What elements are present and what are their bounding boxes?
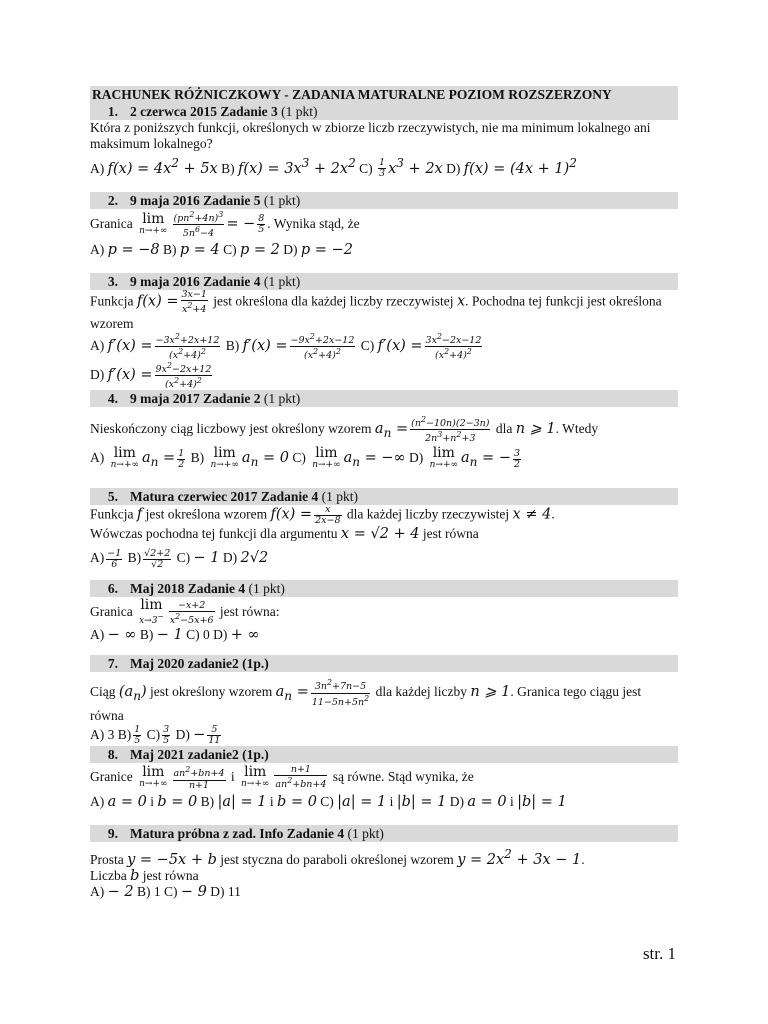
option-d: D) bbox=[213, 627, 228, 643]
text: jest równa bbox=[422, 526, 479, 542]
option-b: B) bbox=[190, 450, 205, 466]
text: Wówczas pochodna tej funkcji dla argumentu bbox=[90, 526, 338, 542]
option-c: C) bbox=[359, 160, 373, 176]
option-b: B) bbox=[221, 160, 235, 176]
option-c: C) bbox=[320, 794, 334, 810]
task-number: 7. bbox=[107, 656, 118, 672]
task-number: 9. bbox=[107, 826, 118, 842]
option-b: B) bbox=[136, 883, 151, 899]
task-number: 3. bbox=[107, 274, 118, 290]
option-b: B) bbox=[200, 794, 215, 810]
task-points: (1 pkt) bbox=[263, 192, 301, 208]
option-d: D) bbox=[90, 366, 105, 382]
task-9-text-2: Liczba b jest równa bbox=[90, 867, 199, 884]
option-a: A) bbox=[90, 160, 105, 176]
page-number: str. 1 bbox=[642, 944, 676, 963]
task-number: 1. bbox=[107, 104, 118, 119]
text: jest określony wzorem bbox=[150, 684, 273, 700]
text: . Wynika stąd, że bbox=[267, 215, 360, 231]
option-c: C) bbox=[292, 450, 306, 466]
option-d: D) bbox=[175, 726, 190, 742]
text: Nieskończony ciąg liczbowy jest określony wzorem bbox=[90, 420, 372, 436]
text: Liczba bbox=[90, 867, 127, 883]
text: dla bbox=[495, 420, 513, 436]
option-a: A) bbox=[90, 794, 105, 810]
option-a: A) bbox=[90, 627, 105, 643]
text: dla każdej liczby rzeczywistej bbox=[346, 506, 510, 522]
task-2-text: Granica lim n→+∞ $\frac{(pn^2+4n)^3}{5n^6-4}$ = − $\frac{8}{5}$ . Wynika stąd, że bbox=[90, 210, 360, 240]
option-d: D) bbox=[210, 883, 225, 899]
text: . Wtedy bbox=[555, 420, 599, 436]
text: Granica bbox=[90, 215, 133, 231]
task-source: 9 maja 2017 Zadanie 2 bbox=[130, 391, 261, 407]
task-8-header bbox=[90, 746, 678, 763]
task-number: 4. bbox=[107, 391, 118, 407]
text: 0 bbox=[202, 627, 210, 643]
text: i bbox=[230, 769, 235, 785]
task-source: 2 czerwca 2015 Zadanie 3 bbox=[130, 104, 278, 119]
option-a: A) bbox=[90, 242, 105, 258]
task-5-text: Funkcja f jest określona wzorem f(x) = $\frac{x}{2x-8}$ dla każdej liczby rzeczywistej x ≠ 4. bbox=[90, 504, 555, 527]
task-source: Maj 2020 zadanie2 (1p.) bbox=[130, 656, 269, 672]
task-points: (1 pkt) bbox=[347, 826, 384, 842]
task-points: (1 pkt) bbox=[281, 104, 318, 119]
formula: $f(x) = 4x^2 + 5x$ bbox=[107, 156, 218, 177]
task-number: 2. bbox=[107, 192, 118, 208]
option-d: D) bbox=[446, 160, 461, 176]
task-3-options: A) f′(x) = $\frac{-3x^2+2x+12}{(x^2+4)^2}$ B) f′(x) = $\frac{-9x^2+2x-12}{(x^2+4)^2}$ C) f′(x) = $\frac{3x^2-2x-12}{(x^2+4)^2}$ bbox=[90, 331, 482, 361]
text: są równe. Stąd wynika, że bbox=[332, 769, 474, 785]
text: 11 bbox=[227, 883, 241, 899]
task-source: Matura czerwiec 2017 Zadanie 4 bbox=[130, 489, 319, 505]
option-a: A) bbox=[90, 337, 105, 353]
task-1-header bbox=[90, 103, 678, 120]
formula: $\frac{1}{3}$ $x^3 + 2x$ bbox=[379, 156, 443, 180]
task-8-text: Granice lim n→+∞ $\frac{an^2+bn+4}{n+1}$ i lim n→+∞ $\frac{n+1}{an^2+bn+4}$ są równe. Stąd wynika, że bbox=[90, 764, 474, 791]
text: Funkcja bbox=[90, 294, 134, 310]
fraction: $\frac{(pn^2+4n)^3}{5n^6-4}$ bbox=[173, 210, 224, 240]
task-number: 6. bbox=[107, 581, 118, 597]
task-2-header bbox=[90, 192, 678, 209]
task-number: 5. bbox=[107, 489, 118, 505]
option-b: B) bbox=[127, 550, 142, 566]
text: Funkcja bbox=[90, 506, 134, 522]
option-a: A) bbox=[90, 726, 105, 742]
text: jest określona wzorem bbox=[145, 506, 268, 522]
task-7-options: A) 3 B) $\frac{1}{5}$ C) $\frac{3}{5}$ D) − $\frac{5}{11}$ bbox=[90, 724, 221, 747]
task-points: (1 pkt) bbox=[263, 274, 301, 290]
option-b: B) bbox=[163, 242, 177, 258]
task-5-options: A) $\frac{-1}{6}$ B) $\frac{√2+2}{√2}$ C) − 1 D) 2√2 bbox=[90, 547, 269, 570]
text: 3 bbox=[107, 726, 115, 742]
text: . Granica tego ciągu jest równa bbox=[90, 684, 642, 723]
task-2-options: A) p = −8 B) p = 4 C) p = 2 D) p = −2 bbox=[90, 242, 353, 259]
task-source: 9 maja 2016 Zadanie 5 bbox=[130, 192, 261, 208]
task-3-header bbox=[90, 273, 678, 290]
text: Granice bbox=[90, 769, 133, 785]
task-6-options: A) − ∞ B) − 1 C) 0 D) + ∞ bbox=[90, 627, 260, 644]
formula: $f(x) = (4x + 1)^2$ bbox=[463, 156, 577, 177]
task-9-text: Prosta y = −5x + b jest styczna do paraboli określonej wzorem $y = 2x^2 + 3x - 1$. bbox=[90, 847, 585, 868]
task-4-text: Nieskończony ciąg liczbowy jest określony wzorem $a_n$ = $\frac{(n^2-10n)(2-3n)}{2n^3+n^2+3}$ dla n ⩾ 1. Wtedy bbox=[90, 415, 599, 445]
option-c: C) bbox=[176, 550, 191, 566]
task-points: (1 pkt) bbox=[248, 581, 285, 597]
option-c: C) bbox=[146, 726, 161, 742]
task-6-header bbox=[90, 580, 678, 597]
task-3-option-d: D) f′(x) = $\frac{9x^2-2x+12}{(x^2+4)^2}$ bbox=[90, 360, 212, 391]
text: Prosta bbox=[90, 851, 124, 867]
task-points: (1 pkt) bbox=[263, 391, 301, 407]
text: 1 bbox=[153, 883, 161, 899]
task-number: 8. bbox=[107, 747, 118, 763]
task-7-header bbox=[90, 655, 678, 672]
option-c: C) bbox=[360, 337, 375, 353]
option-b: B) bbox=[139, 627, 154, 643]
task-6-text: Granica lim x→3− $\frac{-x+2}{x^2-5x+6}$ jest równa: bbox=[90, 597, 280, 627]
text: jest równa bbox=[142, 867, 199, 883]
limit: lim n→+∞ bbox=[139, 210, 168, 236]
option-a: A) bbox=[90, 450, 105, 466]
task-points: (1 pkt) bbox=[321, 489, 358, 505]
task-1-options bbox=[90, 152, 678, 180]
task-source: 9 maja 2016 Zadanie 4 bbox=[130, 274, 261, 290]
option-d: D) bbox=[222, 550, 238, 566]
task-source: Matura próbna z zad. Info Zadanie 4 bbox=[130, 826, 345, 842]
task-5-header bbox=[90, 488, 678, 505]
task-8-options: A) a = 0 i b = 0 B) |a| = 1 i b = 0 C) |a| = 1 i |b| = 1 D) a = 0 i |b| = 1 bbox=[90, 794, 567, 811]
task-3-text: Funkcja f(x) = $\frac{3x-1}{x^2+4}$ jest określona dla każdej liczby rzeczywistej x. Pochodna tej funkcji jest określona wzorem bbox=[90, 289, 662, 331]
task-source: Maj 2021 zadanie2 (1p.) bbox=[130, 747, 269, 763]
task-9-options: A) − 2 B) 1 C) − 9 D) 11 bbox=[90, 883, 241, 900]
text: jest styczna do paraboli określonej wzorem bbox=[220, 851, 454, 867]
text: . Pochodna tej funkcji jest określona wzorem bbox=[90, 294, 662, 331]
option-b: B) bbox=[225, 337, 240, 353]
option-d: D) bbox=[449, 794, 464, 810]
task-source: Maj 2018 Zadanie 4 bbox=[130, 581, 246, 597]
task-9-header bbox=[90, 825, 678, 842]
task-1-text: Która z poniższych funkcji, określonych w zbiorze liczb rzeczywistych, nie ma minimum lokalnego ani maksimum lokalnego? bbox=[90, 120, 651, 151]
task-4-options: A) lim n→+∞ $a_n$ = $\frac{1}{2}$ B) lim n→+∞ $a_n = 0$ C) lim n→+∞ $a_n$ = −∞ D) lim n→+∞ $a_n$ = − $\frac{3}{2}$ bbox=[90, 445, 521, 471]
text: dla każdej liczby bbox=[375, 684, 468, 700]
text: jest równa: bbox=[219, 604, 280, 620]
worksheet bbox=[90, 86, 678, 900]
task-4-header bbox=[90, 390, 678, 407]
option-d: D) bbox=[409, 450, 424, 466]
option-d: D) bbox=[283, 242, 298, 258]
option-c: C) bbox=[223, 242, 237, 258]
text: Ciąg bbox=[90, 684, 116, 700]
task-7-text: Ciąg $(a_n)$ jest określony wzorem $a_n$ = $\frac{3n^2+7n-5}{11-5n+5n^2}$ dla każdej liczby n ⩾ 1. Granica tego ciągu jest równa bbox=[90, 678, 642, 723]
option-b: B) bbox=[117, 726, 132, 742]
option-a: A) bbox=[90, 883, 105, 899]
formula: $f(x) = 3x^3 + 2x^2$ bbox=[237, 156, 356, 177]
option-c: C) bbox=[186, 627, 200, 643]
option-c: C) bbox=[163, 883, 178, 899]
text: Granica bbox=[90, 604, 133, 620]
option-a: A) bbox=[90, 550, 105, 566]
task-5-text-2: Wówczas pochodna tej funkcji dla argumentu x = √2 + 4 jest równa bbox=[90, 526, 479, 543]
text: jest określona dla każdej liczby rzeczywistej bbox=[213, 294, 454, 310]
page-title: RACHUNEK RÓŻNICZKOWY - ZADANIA MATURALNE POZIOM ROZSZERZONY bbox=[90, 86, 678, 103]
